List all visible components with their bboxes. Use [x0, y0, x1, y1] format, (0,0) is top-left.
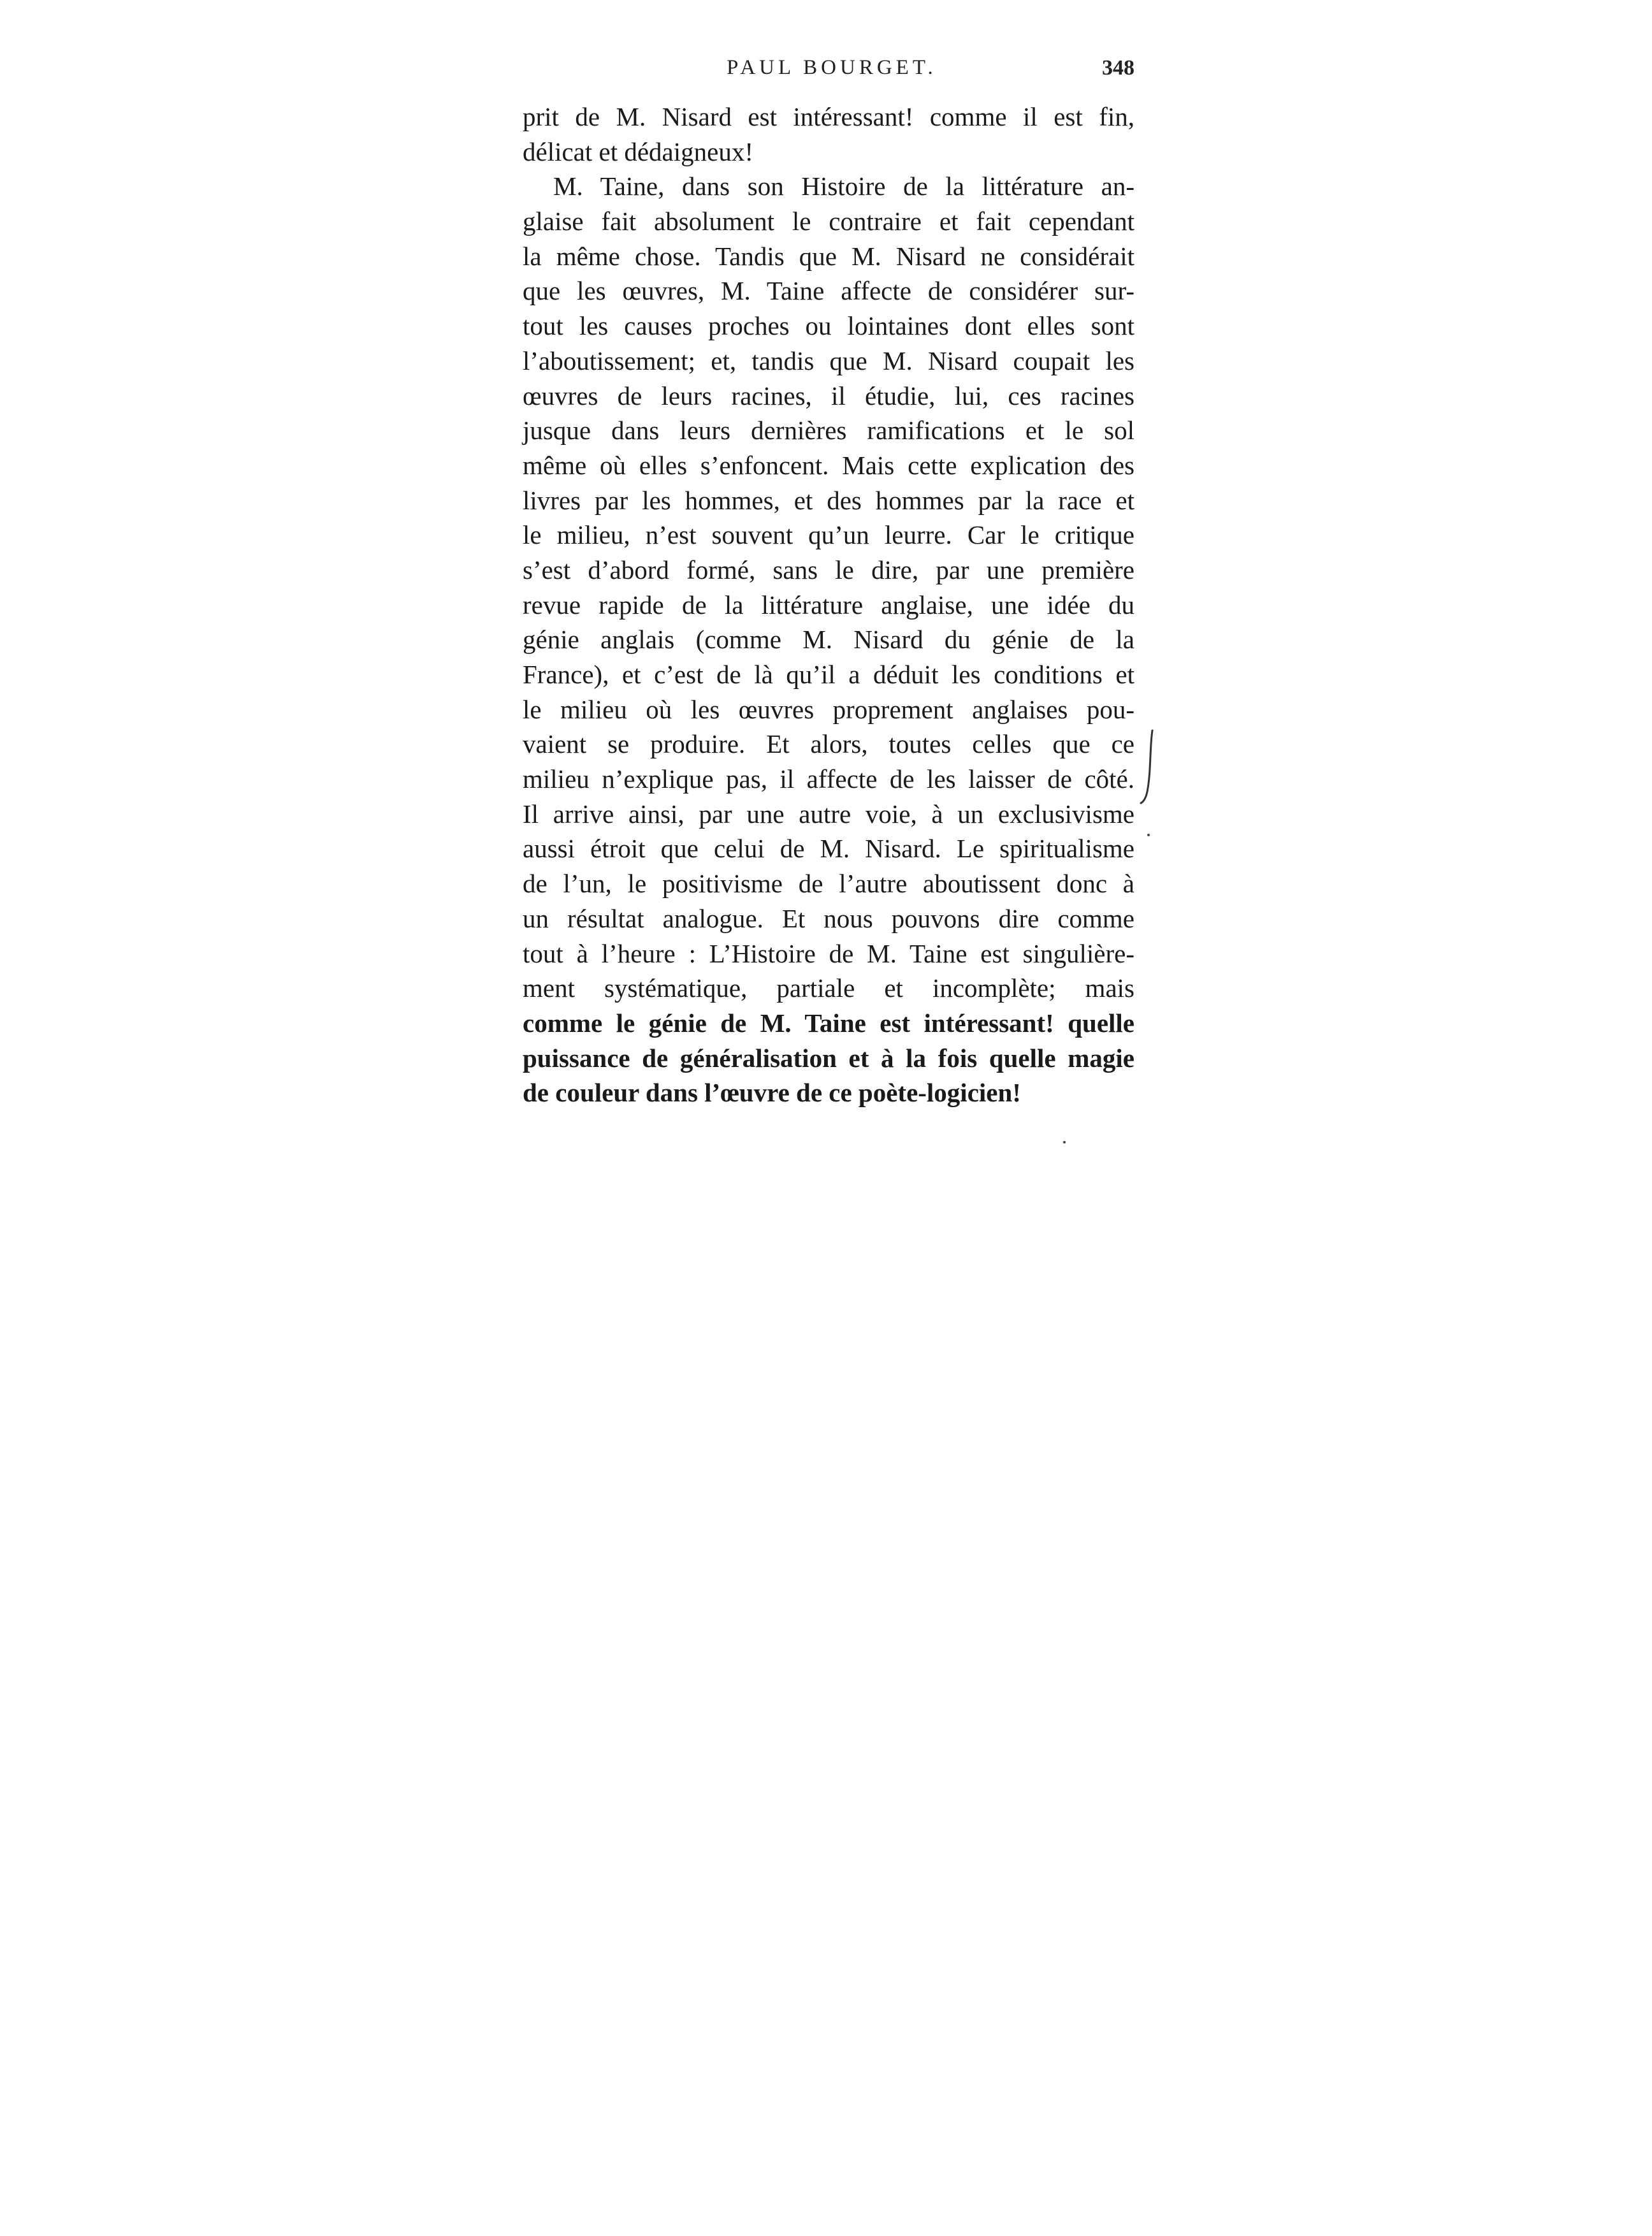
text-line: milieu n’explique pas, il affecte de les laisser de côté.: [523, 764, 1134, 794]
text-line: la même chose. Tandis que M. Nisard ne considérait: [523, 241, 1134, 271]
text-line: délicat et dédaigneux!: [523, 136, 753, 166]
text-line: glaise fait absolument le contraire et fait cependant: [523, 207, 1134, 236]
text-line: puissance de généralisation et à la fois quelle magie: [523, 1043, 1134, 1073]
body-text: [523, 99, 1134, 1110]
text-line: livres par les hommes, et des hommes par la race et: [523, 485, 1134, 515]
text-line: tout les causes proches ou lointaines dont elles sont: [523, 311, 1134, 341]
text-line: s’est d’abord formé, sans le dire, par une première: [523, 555, 1134, 584]
running-head: PAUL BOURGET.: [727, 56, 937, 79]
text-line: tout à l’heure : L’Histoire de M. Taine est singulière-: [523, 938, 1134, 968]
margin-pencil-mark: [1138, 728, 1157, 806]
text-line: comme le génie de M. Taine est intéressant! quelle: [523, 1008, 1134, 1038]
text-line: de l’un, le positivisme de l’autre aboutissent donc à: [523, 869, 1134, 899]
text-line: l’aboutissement; et, tandis que M. Nisard coupait les: [523, 345, 1134, 375]
text-line: prit de M. Nisard est intéressant! comme il est fin,: [523, 102, 1134, 131]
text-line: même où elles s’enfoncent. Mais cette explication des: [523, 450, 1134, 480]
text-line: un résultat analogue. Et nous pouvons dire comme: [523, 903, 1134, 933]
text-line: revue rapide de la littérature anglaise, une idée du: [523, 590, 1134, 620]
text-line: ment systématique, partiale et incomplète; mais: [523, 973, 1134, 1003]
page-number: 348: [1102, 56, 1134, 80]
text-line: M. Taine, dans son Histoire de la littérature an-: [553, 171, 1134, 201]
page-header: [523, 56, 1134, 94]
text-line: génie anglais (comme M. Nisard du génie de la: [523, 625, 1134, 655]
text-line: le milieu, n’est souvent qu’un leurre. Car le critique: [523, 520, 1134, 550]
text-line: Il arrive ainsi, par une autre voie, à un exclusivisme: [523, 799, 1134, 829]
text-line: le milieu où les œuvres proprement anglaises pou-: [523, 694, 1134, 724]
ink-speck: [1147, 834, 1150, 836]
text-line: que les œuvres, M. Taine affecte de considérer sur-: [523, 276, 1134, 306]
text-line: œuvres de leurs racines, il étudie, lui, ces racines: [523, 381, 1134, 410]
text-line: aussi étroit que celui de M. Nisard. Le spiritualisme: [523, 834, 1134, 864]
text-line: jusque dans leurs dernières ramifications et le sol: [523, 416, 1134, 446]
text-line: vaient se produire. Et alors, toutes celles que ce: [523, 729, 1134, 759]
ink-speck: [1063, 1141, 1066, 1143]
text-line: France), et c’est de là qu’il a déduit les conditions et: [523, 660, 1134, 689]
text-line: de couleur dans l’œuvre de ce poète-logicien!: [523, 1078, 1021, 1108]
